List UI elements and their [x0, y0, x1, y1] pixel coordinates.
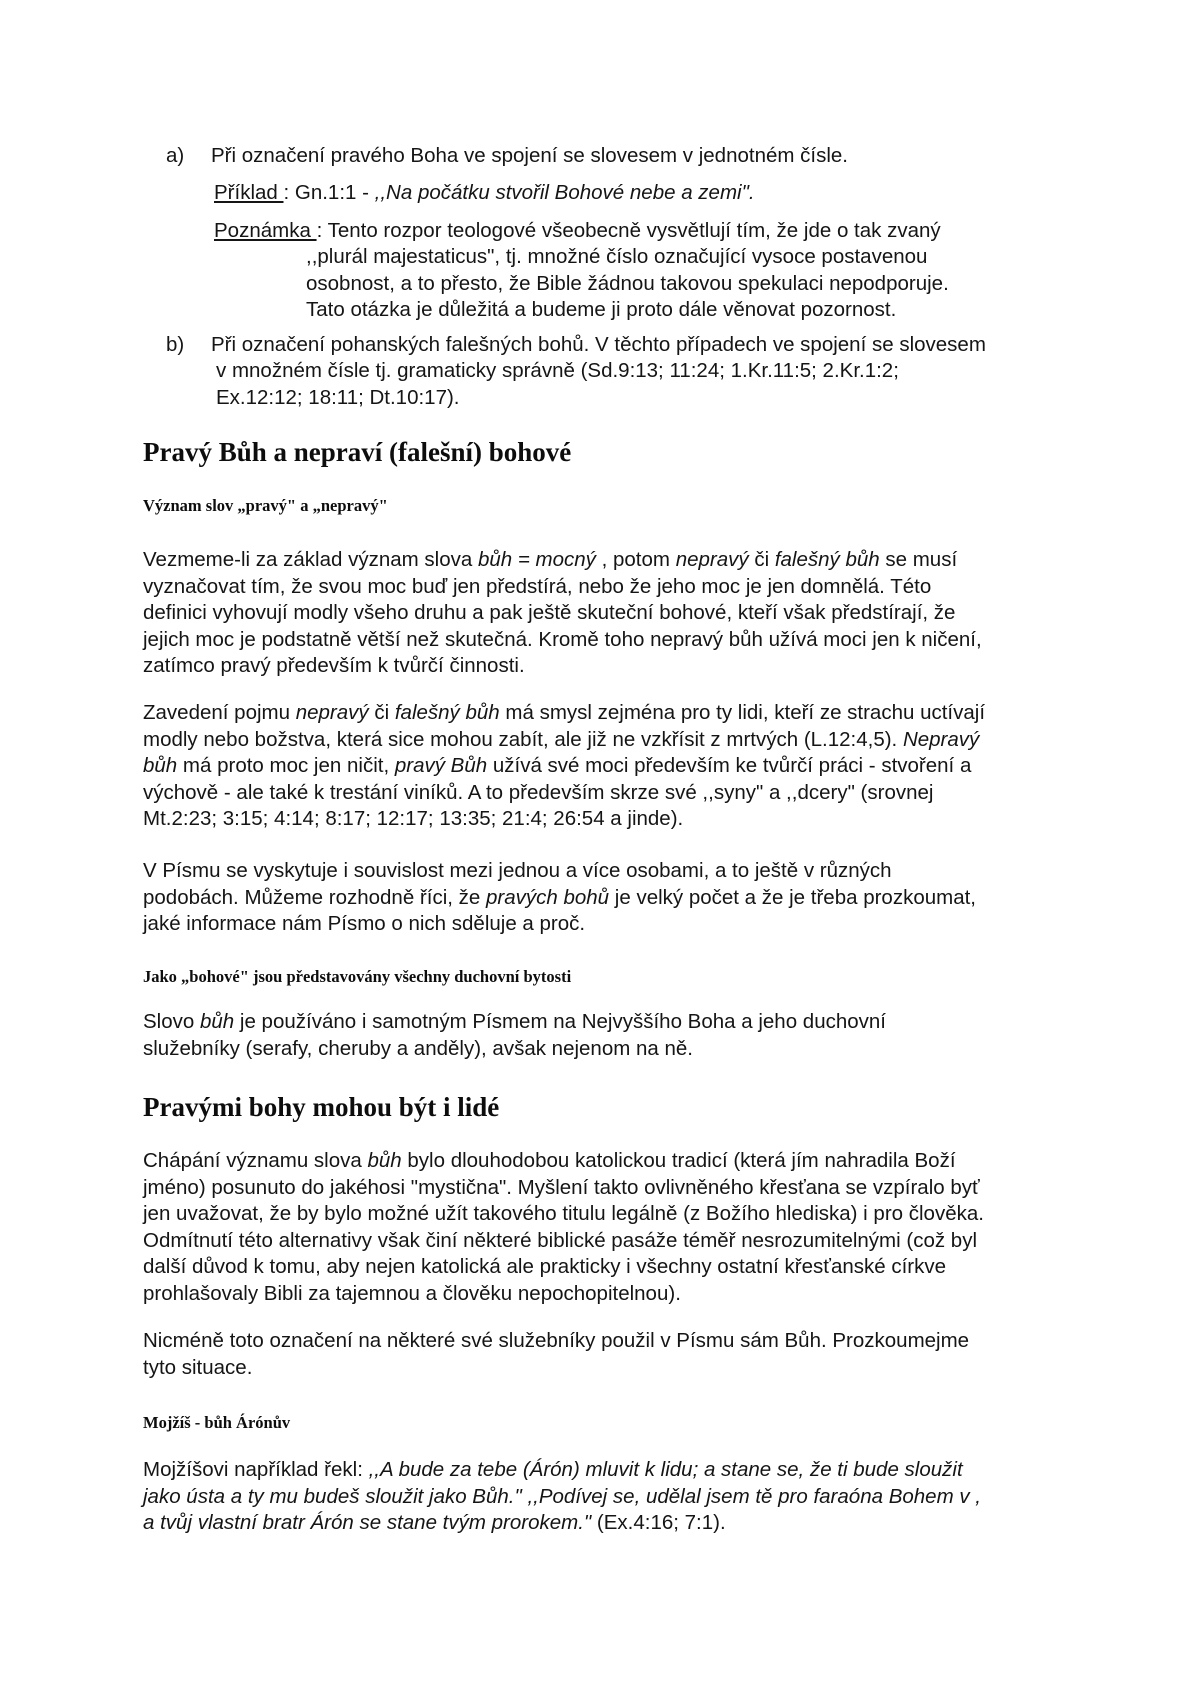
paragraph-7-line-1 — [143, 1457, 981, 1484]
italic-text: bůh — [143, 754, 178, 777]
note-label: Poznámka — [214, 219, 317, 242]
paragraph-2-line-4: výchově - ale také k trestání viníků. A to především skrze své ,,syny" a ,,dcery" (srovnej — [143, 780, 934, 804]
example-quote: ,,Na počátku stvořil Bohové nebe a zemi". — [374, 181, 755, 204]
paragraph-1-line-1 — [143, 547, 982, 574]
list-item-a-text: Při označení pravého Boha ve spojení se slovesem v jednotném čísle. — [211, 144, 848, 167]
paragraph-5-line-6: prohlašovaly Bibli za tajemnou a člověku nepochopitelnou). — [143, 1281, 681, 1305]
text: je velký počet a že je třeba prozkoumat, — [609, 885, 977, 909]
paragraph-4-line-2: služebníky (serafy, cheruby a anděly), avšak nejenom na ně. — [143, 1036, 693, 1060]
italic-text: pravých bohů — [486, 885, 610, 909]
list-marker-a: a) — [166, 144, 185, 167]
list-marker-b: b) — [166, 333, 185, 356]
text: (Ex.4:16; 7:1). — [591, 1511, 726, 1534]
paragraph-6-line-1: Nicméně toto označení na některé své služebníky použil v Písmu sám Bůh. Prozkoumejme — [143, 1329, 970, 1352]
italic-text: nepravý — [295, 701, 369, 724]
paragraph-6-line-2: tyto situace. — [143, 1355, 253, 1379]
text: Slovo — [143, 1010, 200, 1033]
example-ref: : Gn.1:1 - — [283, 181, 375, 204]
list-item-b-line-2: v množném čísle tj. gramaticky správně (Sd.9:13; 11:24; 1.Kr.11:5; 2.Kr.1:2; — [216, 359, 899, 382]
list-item-b-continuation — [216, 358, 899, 411]
list-item-b-line-1: Při označení pohanských falešných bohů. V těchto případech ve spojení se slovesem — [211, 333, 986, 356]
italic-text: bůh — [199, 1010, 235, 1033]
paragraph-5-line-3: jen uvažovat, že by bylo možné užít takového titulu legálně (z Božího hlediska) i pro člověka. — [143, 1202, 984, 1225]
subheading-moses: Mojžíš - bůh Árónův — [143, 1413, 291, 1432]
section-heading-true-god: Pravý Bůh a nepraví (falešní) bohové — [143, 437, 572, 467]
text: Mojžíšovi například řekl: — [143, 1458, 369, 1481]
italic-text: falešný bůh — [394, 701, 500, 724]
paragraph-7 — [143, 1457, 981, 1537]
paragraph-4-line-1 — [143, 1009, 886, 1036]
note-first-line — [214, 218, 941, 245]
section-heading-people-gods: Pravými bohy mohou být i lidé — [143, 1092, 500, 1122]
paragraph-1-line-3: definici vyhovují modly všeho druhu a pak ještě skuteční bohové, kteří však předstírají, že — [143, 601, 956, 624]
list-item-b-line-3: Ex.12:12; 18:11; Dt.10:17). — [216, 385, 460, 409]
text: Zavedení pojmu — [143, 701, 296, 724]
italic-text: a tvůj vlastní bratr Árón se stane tvým prorokem." — [143, 1511, 592, 1534]
italic-text: ,,A bude za tebe (Árón) mluvit k lidu; a stane se, že ti bude sloužit — [368, 1458, 963, 1481]
paragraph-3-line-1: V Písmu se vyskytuje i souvislost mezi jednou a více osobami, a to ještě v různých — [143, 859, 892, 882]
paragraph-5-line-2: jméno) posunuto do jakéhosi "mystična". Myšlení takto ovlivněného křesťana se vzpíralo byť — [143, 1175, 980, 1199]
italic-text: bůh = mocný — [477, 548, 596, 571]
paragraph-7-line-2: jako ústa a ty mu budeš sloužit jako Bůh." ,,Podívej se, udělal jsem tě pro faraóna Bohem v , — [143, 1484, 981, 1508]
text: se musí — [879, 548, 958, 571]
paragraph-1-line-5: zatímco pravý především k tvůrčí činnosti. — [143, 654, 525, 677]
note-line-4: Tato otázka je důležitá a budeme ji proto dále věnovat pozornost. — [306, 298, 897, 321]
subheading-spiritual-beings: Jako „bohové" jsou představovány všechny duchovní bytosti — [143, 967, 572, 986]
paragraph-2 — [143, 700, 985, 833]
text: modly nebo božstva, která sice mohou zabít, ale již ne vzkřísit z mrtvých (L.12:4,5). — [143, 727, 903, 751]
note-line-1: : Tento rozpor teologové všeobecně vysvětlují tím, že jde o tak zvaný — [316, 219, 941, 242]
paragraph-2-line-1 — [143, 700, 985, 727]
paragraph-3-line-2 — [143, 885, 976, 912]
paragraph-7-line-3 — [143, 1510, 981, 1537]
note-continuation — [306, 244, 949, 324]
paragraph-2-line-3 — [143, 753, 985, 780]
paragraph-5-line-5: další důvod k tomu, aby nejen katolická ale prakticky i všechny ostatní křesťanské církve — [143, 1255, 947, 1278]
text: je používáno i samotným Písmem na Nejvyššího Boha a jeho duchovní — [234, 1010, 886, 1033]
text: či — [748, 548, 775, 571]
paragraph-1 — [143, 547, 982, 680]
text: Vezmeme-li za základ význam slova — [143, 548, 478, 571]
paragraph-1-line-2: vyznačovat tím, že svou moc buď jen předstírá, nebo že jeho moc je jen domnělá. Této — [143, 574, 932, 598]
note-line-3: osobnost, a to přesto, že Bible žádnou takovou spekulaci nepodporuje. — [306, 271, 949, 295]
paragraph-6 — [143, 1328, 969, 1381]
paragraph-5-line-1 — [143, 1148, 984, 1175]
paragraph-3-line-3: jaké informace nám Písmo o nich sděluje a proč. — [143, 912, 586, 935]
text: bylo dlouhodobou katolickou tradicí (která jím nahradila Boží — [401, 1149, 956, 1172]
italic-text: falešný bůh — [774, 548, 880, 571]
paragraph-2-line-5: Mt.2:23; 3:15; 4:14; 8:17; 12:17; 13:35; 21:4; 26:54 a jinde). — [143, 807, 684, 830]
paragraph-4 — [143, 1009, 886, 1062]
text: podobách. Můžeme rozhodně říci, že — [143, 885, 486, 909]
paragraph-2-line-2 — [143, 727, 985, 754]
text: Chápání významu slova — [143, 1149, 368, 1172]
text: užívá své moci především ke tvůrčí práci - stvoření a — [487, 754, 972, 777]
note-line-2: ,,plurál majestaticus", tj. množné číslo označující vysoce postavenou — [306, 245, 928, 268]
text: má proto moc jen ničit, — [177, 754, 395, 777]
example-label: Příklad — [214, 181, 284, 204]
example-line — [214, 180, 755, 207]
italic-text: Nepravý — [902, 727, 980, 751]
paragraph-5-line-4: Odmítnutí této alternativy však činí některé biblické pasáže téměř nesrozumitelnými (což byl — [143, 1228, 978, 1252]
italic-text: nepravý — [675, 548, 749, 571]
paragraph-1-line-4: jejich moc je podstatně větší než skutečná. Kromě toho nepravý bůh užívá moci jen k ničení, — [143, 627, 982, 651]
paragraph-5 — [143, 1148, 984, 1307]
italic-text: pravý Bůh — [394, 754, 488, 777]
text: , potom — [595, 548, 676, 571]
text: má smysl zejména pro ty lidi, kteří ze strachu uctívají — [499, 701, 986, 724]
subheading-meaning: Význam slov „pravý" a „nepravý" — [143, 496, 388, 515]
paragraph-3 — [143, 858, 976, 938]
text: či — [368, 701, 395, 724]
italic-text: bůh — [367, 1149, 402, 1172]
